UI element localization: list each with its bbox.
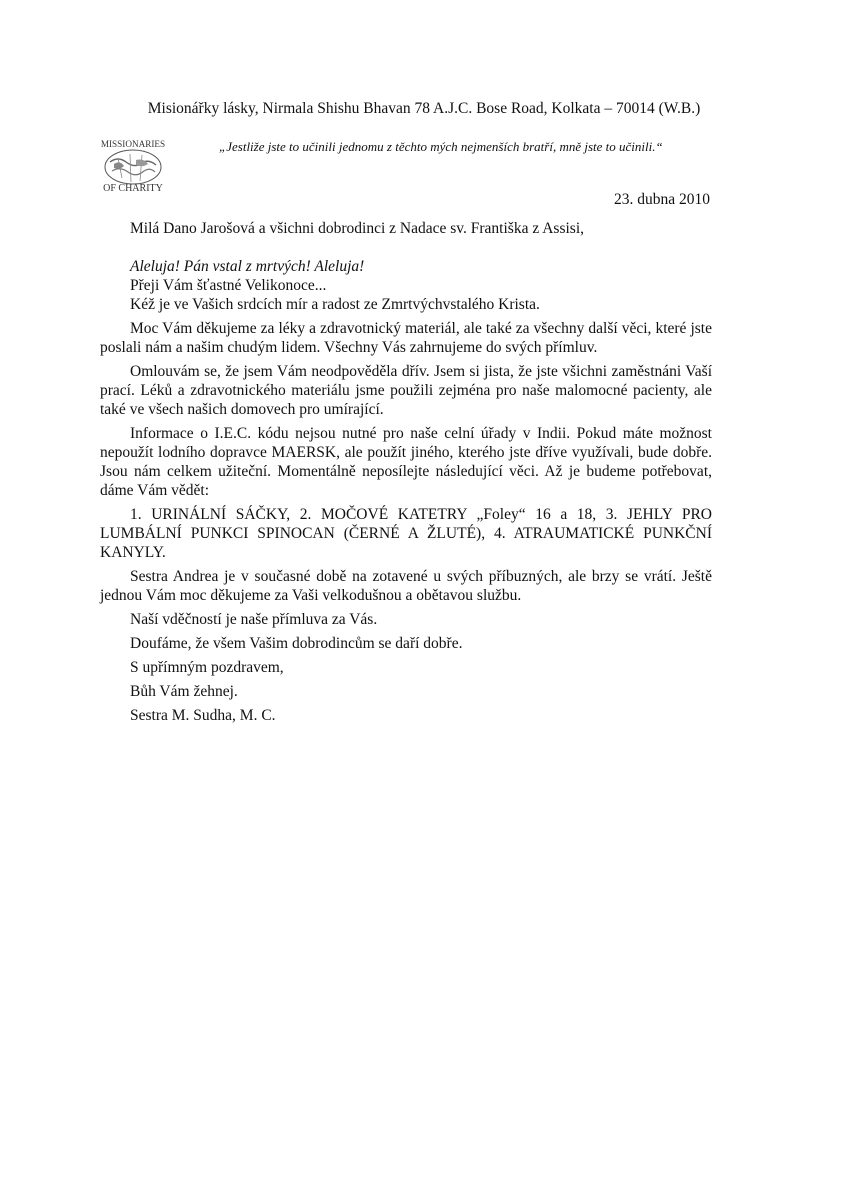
logo-text-bottom: OF CHARITY bbox=[103, 183, 163, 194]
paragraph-thanks: Moc Vám děkujeme za léky a zdravotnický materiál, ale také za všechny další věci, které jste poslali nám a našim chudým lidem. Všechny Vás zahrnujeme do svých přímluv. bbox=[100, 320, 712, 356]
closing-line-1: Naší vděčností je naše přímluva za Vás. bbox=[130, 611, 378, 628]
paragraph-sister-andrea: Sestra Andrea je v současné době na zotavené u svých příbuzných, ale brzy se vrátí. Ještě jednou Vám moc děkujeme za Vaši velkodušnou a obětavou službu. bbox=[100, 568, 712, 604]
letter-date: 23. dubna 2010 bbox=[613, 191, 710, 208]
easter-line-1: Aleluja! Pán vstal z mrtvých! Aleluja! bbox=[130, 258, 365, 275]
paragraph-apology: Omlouvám se, že jsem Vám neodpověděla dřív. Jsem si jista, že jste všichni zaměstnáni Vaší prací. Léků a zdravotnického materiálu jsme použili zejména pro naše malomocné pacienty, ale také ve všech našich domovech pro umírající. bbox=[100, 363, 712, 418]
logo-emblem-icon bbox=[100, 138, 166, 194]
paragraph-iec-info: Informace o I.E.C. kódu nejsou nutné pro naše celní úřady v Indii. Pokud máte možnost nepoužít lodního dopravce MAERSK, ale použít jiného, kterého jste dříve využívali, bude dobře. Jsou nám celkem užiteční. Momentálně neposílejte následující věci. Až je budeme potřebovat, dáme Vám vědět: bbox=[100, 425, 712, 499]
closing-line-4: Bůh Vám žehnej. bbox=[130, 683, 238, 700]
easter-line-2: Přeji Vám šťastné Velikonoce... bbox=[130, 277, 327, 294]
motto-quote: „Jestliže jste to učinili jednomu z těchto mých nejmenších bratří, mně jste to učinili.“ bbox=[219, 139, 663, 154]
missionaries-of-charity-logo bbox=[100, 138, 166, 194]
easter-greeting bbox=[130, 257, 712, 314]
header-address: Misionářky lásky, Nirmala Shishu Bhavan 78 A.J.C. Bose Road, Kolkata – 70014 (W.B.) bbox=[147, 100, 701, 117]
logo-text-top: MISSIONARIES bbox=[100, 139, 166, 149]
closing-line-2: Doufáme, že všem Vašim dobrodincům se daří dobře. bbox=[130, 635, 463, 652]
easter-line-3: Kéž je ve Vašich srdcích mír a radost ze Zmrtvýchvstalého Krista. bbox=[130, 296, 540, 313]
letter-body bbox=[100, 219, 712, 730]
closing-line-3: S upřímným pozdravem, bbox=[130, 659, 284, 676]
paragraph-item-list: 1. URINÁLNÍ SÁČKY, 2. MOČOVÉ KATETRY „Foley“ 16 a 18, 3. JEHLY PRO LUMBÁLNÍ PUNKCI SPINOCAN (ČERNÉ A ŽLUTÉ), 4. ATRAUMATICKÉ PUNKČNÍ KANYLY. bbox=[100, 506, 712, 561]
salutation: Milá Dano Jarošová a všichni dobrodinci z Nadace sv. Františka z Assisi, bbox=[130, 220, 584, 237]
signature: Sestra M. Sudha, M. C. bbox=[130, 707, 276, 724]
